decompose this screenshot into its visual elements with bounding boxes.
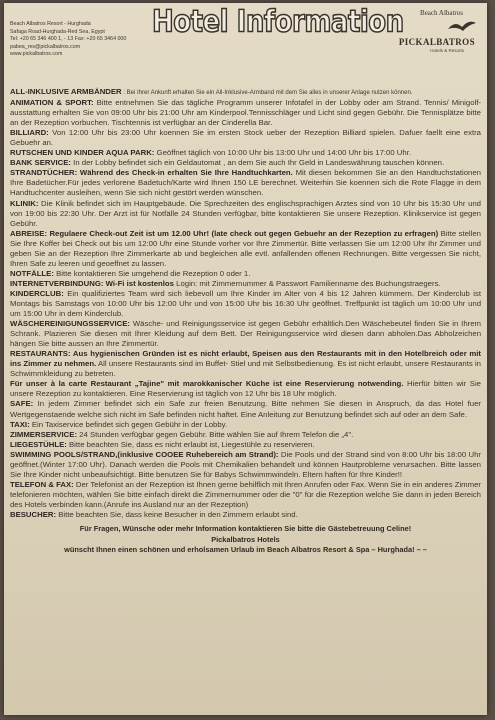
entry-strandtuecher — [10, 168, 481, 198]
footer-hotels-line: Pickalbatros Hotels — [211, 534, 280, 544]
logo-subtitle: Hotels & Resorts — [430, 48, 464, 53]
entry-heading: STRANDTÜCHER: Während des Check-in erhalten Sie Ihre Handtuchkarten. — [10, 168, 293, 178]
entry-heading: ZIMMERSERVICE: — [10, 429, 78, 439]
entry-text: Der Telefonist an der Rezeption ist Ihnen gerne behilflich mit Ihren Anrufen oder Fax. Wenn Sie in ein anderes Zimmer telefonieren möchten, wählen Sie bitte einfach direkt die Zimmernummer oder die "0" für die Rezeption welche Sie dann in jeden Bereich des Hotels verbinden kann.(Anrufe ins Ausland nur an der Rezeption) — [10, 479, 481, 509]
entry-zimmerservice — [10, 430, 481, 440]
entry-text: 24 Stunden verfügbar gegen Gebühr. Bitte wählen Sie auf Ihrem Telefon die „4". — [77, 429, 354, 439]
entry-heading: RUTSCHEN UND KINDER AQUA PARK: — [10, 148, 155, 158]
entry-billiard — [10, 128, 481, 148]
sheet-footer — [10, 524, 481, 556]
entry-heading: LIEGESTÜHLE: — [10, 439, 67, 449]
entry-heading: BILLIARD: — [10, 128, 49, 138]
entry-text: Bitte stellen Sie Ihre Koffer bei Check out bis um 12:00 Uhr eine Stunde vorher vor Ihre Zimmertür. Bitte verlassen Sie um 12:00 Uhr Ihr Zimmer und geben Sie an der Rezeption Ihre Zimmerkarte ab und begleichen alle evtl. anfallenden offenen Rechnungen. Bitte vergessen Sie nicht, Ihren Safe zu leeren und geoeffnet zu lassen. — [10, 228, 481, 268]
entry-rutschen — [10, 148, 481, 158]
entry-text: Bitte beachten Sie, dass keine Besucher in den Zimmern erlaubt sind. — [56, 509, 298, 519]
hotel-address — [10, 21, 126, 59]
entry-animation-sport — [10, 98, 481, 128]
albatros-bird-icon — [447, 17, 477, 37]
sheet-header — [4, 3, 487, 87]
address-line: Beach Albatros Resort - Hurghada — [10, 21, 91, 27]
address-line: Safaga Road-Hurghada-Red Sea, Egypt — [10, 28, 105, 35]
footer-wishes-line: wünscht Ihnen einen schönen und erholsamen Urlaub im Beach Albatros Resort & Spa – Hurghada! – – — [64, 545, 427, 555]
entry-safe — [10, 399, 481, 419]
entry-klinik — [10, 199, 481, 229]
entry-heading: SAFE: — [10, 399, 34, 409]
info-sheet — [4, 3, 487, 715]
logo-hotel-name: Beach Albatros — [420, 9, 463, 17]
entry-armbaender — [10, 87, 481, 98]
entry-heading: BESUCHER: — [10, 509, 57, 519]
entry-heading: NOTFÄLLE: — [10, 268, 54, 278]
entry-heading: ALL-INKLUSIVE ARMBÄNDER — [10, 87, 122, 96]
entry-bank-service — [10, 158, 481, 168]
entry-text: Geöffnet täglich von 10:00 Uhr bis 13:00 Uhr und 14:00 Uhr bis 17:00 Uhr. — [154, 148, 412, 158]
entry-text: Hierfür bitten wir Sie unsere Rezeption zu kontaktieren. Eine Reservierung ist täglich von 12 Uhr bis 18 Uhr möglich. — [10, 379, 481, 399]
entry-abreise — [10, 229, 481, 269]
entry-kinderclub — [10, 289, 481, 319]
entry-notfaelle — [10, 269, 481, 279]
entry-text: Bitte beachten Sie, dass es nicht erlaubt ist, Liegestühle zu reservieren. — [66, 439, 315, 449]
entry-heading: TELEFON & FAX: — [10, 479, 74, 489]
entry-heading: INTERNETVERBINDUNG: Wi-Fi ist kostenlos — [10, 278, 174, 288]
entry-liegestuehle — [10, 440, 481, 450]
address-line: Tel: +20 65 346 400 1, - 13 Fax: +20 65 3464 000 — [10, 36, 127, 43]
entry-tajine — [10, 379, 481, 399]
entry-text: Login: mit Zimmernummer & Passwort Familienname des Buchungstraegers. — [173, 278, 441, 288]
entry-text: Von 12:00 Uhr bis 23:00 Uhr koennen Sie im ersten Stock ueber der Rezeption Billiard spielen. Dafuer faellt eine extra Gebuehr an. — [10, 128, 481, 148]
entry-heading: ANIMATION & SPORT: — [10, 98, 94, 108]
entry-text: Die Klinik befindet sich im Hauptgebäude. Die Sprechzeiten des englischsprachigen Arztes sind von 10 Uhr bis 15:30 Uhr und von 19:00 bis 22:30 Uhr. Der Arzt ist für Notfälle 24 Stunden verfügbar, bitte kontaktieren Sie unsere Rezeption. Klinikservice ist gegen Gebühr. — [10, 198, 481, 228]
footer-contact-line: Für Fragen, Wünsche oder mehr Information kontaktieren Sie bitte die Gästebetreuung Celine! — [79, 524, 412, 534]
entry-heading: KINDERCLUB: — [10, 288, 64, 298]
entry-text: Bitte entnehmen Sie das tägliche Programm unserer Infotafel in der Lobby oder am Strand. Tennis/ Minigolf-ausstattung erhalten Sie von 09:00 Uhr bis 21:00 Uhr am Kinderpool.Tennisschläger und Licht sind gegen Gebühr. Die Tennisplätze bitte an der Rezeption vorbuchen. Tischtennis ist verfügbar an der Cinderella Bar. — [10, 98, 481, 128]
pickalbatros-logo — [398, 3, 481, 63]
entry-heading: WÄSCHEREINIGUNGSSERVICE: — [10, 319, 130, 329]
address-line: www.pickalbatros.com — [10, 51, 63, 58]
entry-heading: BANK SERVICE: — [10, 158, 72, 168]
entry-waescherei — [10, 319, 481, 349]
entry-internet — [10, 279, 481, 289]
entry-text: Mit diesen bekommen Sie an den Handtuchstationen Ihre Badetücher.Für jedes verlorene Badetuch/Karte wird Ihnen 150 LE berechnet. Weiterhin Sie koennen sich die Rote Flagge in dem Handtuchcenter ausleihen, wenn Sie sich nicht gestört werden wünschen. — [10, 168, 481, 198]
entry-heading: RESTAURANTS: Aus hygienischen Gründen ist es nicht erlaubt, Speisen aus den Restaurants mit in den Hotelbreich oder mit ins Zimmer zu nehmen. — [10, 349, 481, 369]
entry-text: Wäsche- und Reinigungsservice ist gegen Gebühr erhältlich.Den Wäschebeutel finden Sie in Ihrem Schrank. Plazieren Sie diesen mit Ihrer Kleidung auf dem Bett. Der Reinigungsservice wird diesen dann abholen.Das Abholzeichen hängen Sie bitte aussen an Ihre Zimmertür. — [10, 319, 481, 349]
entry-restaurants — [10, 349, 481, 379]
entry-text: : Bei Ihrer Ankunft erhalten Sie ein All-Inklusive-Armband mit dem Sie alles in unserer Anlage nutzen können. — [121, 90, 413, 96]
entry-heading: TAXI: — [10, 419, 30, 429]
entry-besucher — [10, 510, 481, 520]
entry-telefon-fax — [10, 480, 481, 510]
logo-brand: PICKALBATROS — [398, 37, 475, 47]
entry-text: Ein qualifiziertes Team wird sich liebevoll um Ihre Kinder im Alter von 4 bis 12 Jahren kümmern. Der Kinderclub ist Montags bis Samstags von 10:00 Uhr bis 12:00 Uhr und von 15:00 Uhr bis 16:30 Uhr geöffnet. Treffpunkt ist täglich um 10:00 Uhr und um 15:00 Uhr in dem Kinderclub. — [10, 288, 481, 319]
entry-heading: ABREISE: Regulaere Check-out Zeit ist um 12.00 Uhr! (late check out gegen Gebuehr an der Rezeption zu erfragen) — [10, 228, 439, 238]
entry-taxi — [10, 420, 481, 430]
info-body — [4, 87, 487, 556]
entry-text: All unsere Restaurants sind im Buffet- Stiel und mit Selbstbedienung. Es ist nicht erlaubt, unsere Restaurants in Schwimmkleidung zu betreten. — [10, 359, 481, 379]
entry-heading: KLINIK: — [10, 198, 39, 208]
entry-text: In jedem Zimmer befindet sich ein Safe zur freien Benutzung. Bitte nehmen Sie diesen in Anspruch, da das Hotel fuer Wertgegenstaende welche sich nicht im Safe befinden nicht haftet. Eine Anleitung zur Benutzung befindet sich auf oder an dem Safe. — [10, 399, 481, 419]
page-title: Hotel Information — [152, 5, 404, 40]
entry-text: In der Lobby befindet sich ein Geldautomat , an dem Sie auch Ihr Geld in Landeswährung tauschen können. — [71, 158, 445, 168]
entry-text: Ein Taxiservice befindet sich gegen Gebühr in der Lobby. — [29, 419, 228, 429]
entry-text: Die Pools und der Strand sind von 8:00 Uhr bis 18:00 Uhr geöffnet.(Winter 17:00 Uhr). Danach werden die Pools mit Chemikalien behandelt und können Hautprobleme verursachen. Bitte lassen Sie Ihre Kinder nicht unbeaufsichtigt. Bitte benutzen Sie für Babys Schwimmwindeln. Eltern haften für Ihre Kinder!! — [10, 449, 481, 479]
entry-heading: SWIMMING POOLS/STRAND,(inklusive COOEE Ruhebereich am Strand): — [10, 449, 279, 459]
entry-pools-strand — [10, 450, 481, 480]
entry-heading: Für unser à la carte Restaurant „Tajine" mit marokkanischer Küche ist eine Reservierung notwending. — [10, 379, 404, 389]
entry-text: Bitte kontaktieren Sie umgehend die Rezeption 0 oder 1. — [53, 268, 251, 278]
address-line: pabea_res@pickalbatros.com — [10, 43, 81, 50]
